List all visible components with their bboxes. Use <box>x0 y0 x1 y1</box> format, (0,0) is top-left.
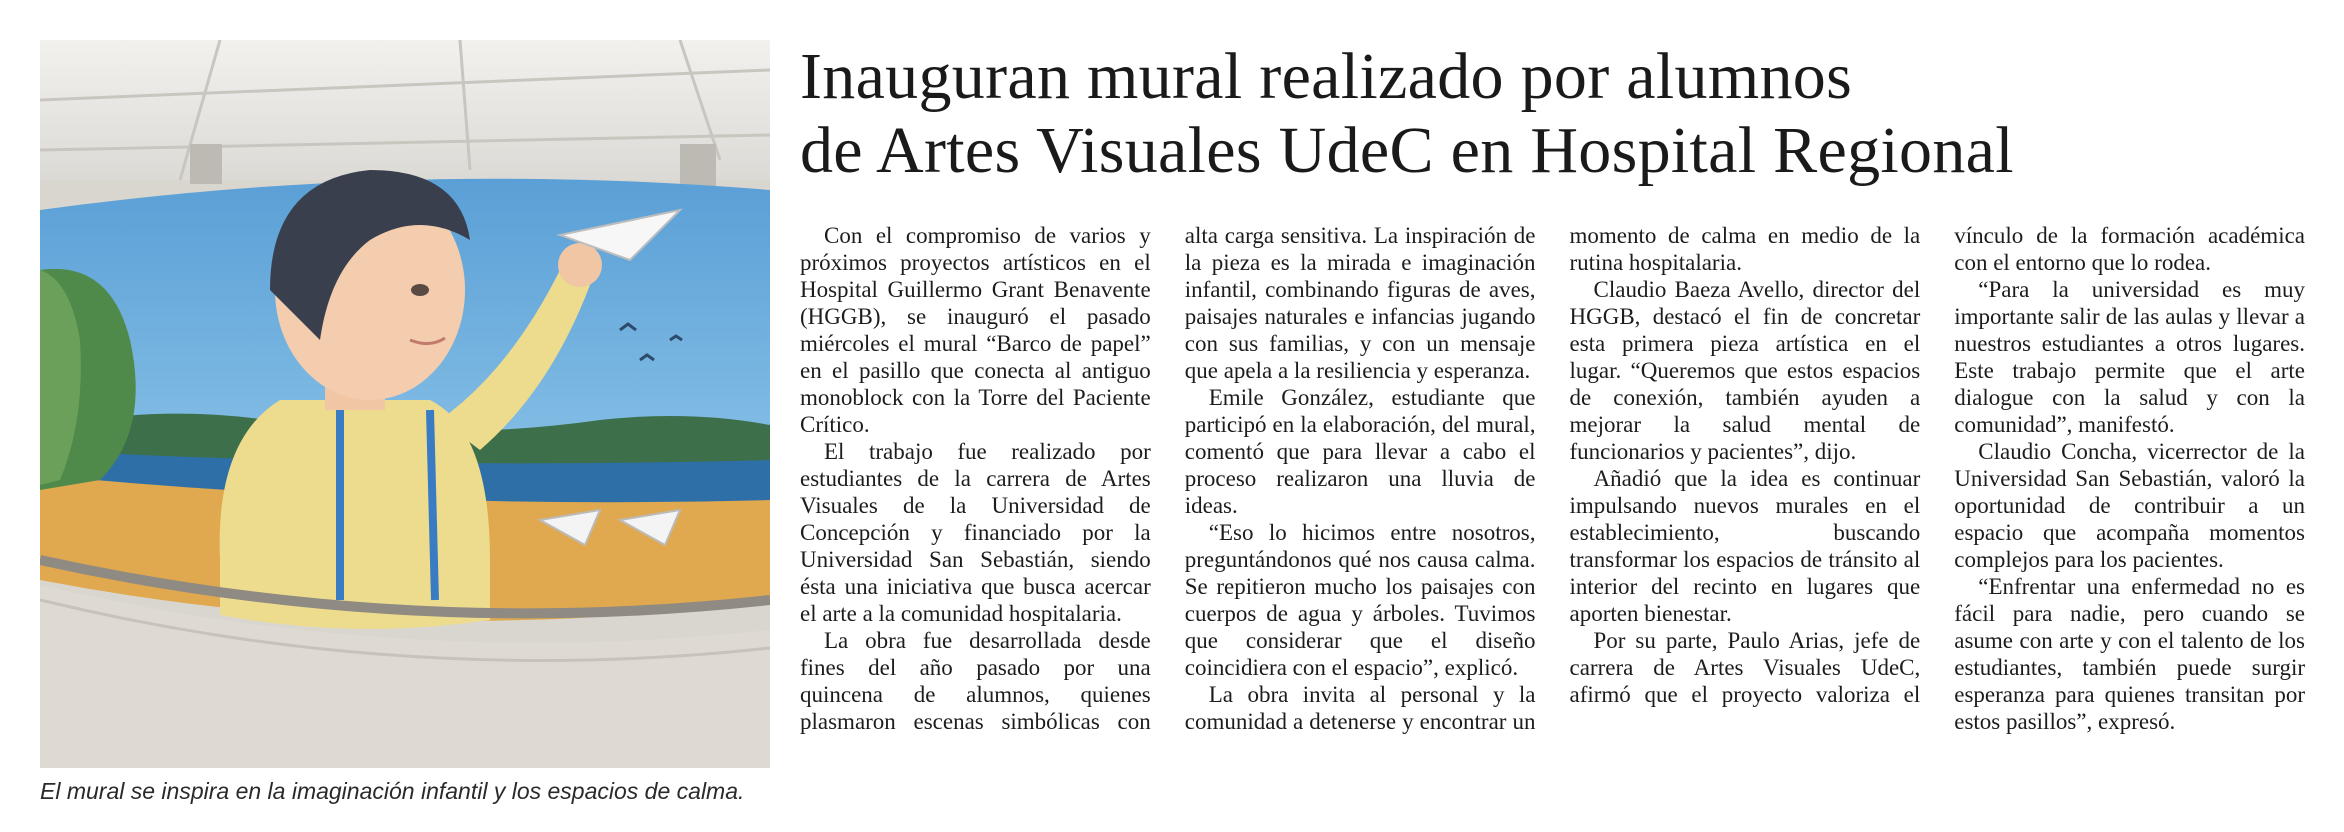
mural-photo <box>40 40 770 768</box>
article-paragraph: “Para la universidad es muy importante salir de las aulas y llevar a nuestros estudiantes a otros lugares. Este trabajo permite que el arte dialogue con la salud y con la comunidad”, manifestó. <box>1954 277 2305 437</box>
article-paragraph: Claudio Baeza Avello, director del HGGB, destacó el fin de concretar esta primera pieza artística en el lugar. “Queremos que estos espacios de conexión, también ayuden a mejorar la salud mental de funcionarios y pacientes”, dijo. <box>1569 277 1921 464</box>
headline-line-1: Inauguran mural realizado por alumnos <box>800 40 1853 113</box>
article-headline <box>800 40 2300 188</box>
article-paragraph: Emile González, estudiante que participó en la elaboración, del mural, comentó que para llevar a cabo el proceso realizaron una lluvia de ideas. <box>1184 385 1536 518</box>
article-paragraph: “Eso lo hicimos entre nosotros, preguntándonos qué nos causa calma. Se repitieron mucho los paisajes con cuerpos de agua y árboles. Tuvimos que considerar que el diseño coincidiera con el espacio”, explicó. <box>1184 520 1536 680</box>
headline-line-2: de Artes Visuales UdeC en Hospital Regional <box>800 114 2014 187</box>
article-paragraph: Claudio Concha, vicerrector de la Universidad San Sebastián, valoró la oportunidad de contribuir a un espacio que acompaña momentos complejos para los pacientes. <box>1954 439 2305 572</box>
photo-caption: El mural se inspira en la imaginación infantil y los espacios de calma. <box>40 778 745 804</box>
article-paragraph: Añadió que la idea es continuar impulsando nuevos murales en el establecimiento, buscando transformar los espacios de tránsito al interior del recinto en lugares que aporten bienestar. <box>1569 466 1921 626</box>
article-paragraph: El trabajo fue realizado por estudiantes de la carrera de Artes Visuales de la Universidad de Concepción y financiado por la Universidad San Sebastián, siendo ésta una iniciativa que busca acercar el arte a la comunidad hospitalaria. <box>800 439 1151 626</box>
mural-illustration <box>40 40 770 768</box>
article-body <box>800 222 2305 822</box>
article-paragraph: La obra invita al personal y la comunidad a detenerse y encontrar un momento de calma en medio de la rutina hospitalaria. <box>1184 223 1921 734</box>
article-paragraph: La obra fue desarrollada desde fines del año pasado por una quincena de alumnos, quienes plasmaron escenas simbólicas con alta carga sensitiva. La inspiración de la pieza es la mirada e imaginación infantil, combinando figuras de aves, paisajes naturales e infancias jugando con sus familias, y con un mensaje que apela a la resiliencia y esperanza. <box>800 223 1536 734</box>
article-paragraph: “Enfrentar una enfermedad no es fácil para nadie, pero cuando se asume con arte y con el talento de los estudiantes, también puede surgir esperanza para quienes transitan por estos pasillos”, expresó. <box>1954 574 2305 734</box>
article-paragraph: Por su parte, Paulo Arias, jefe de carrera de Artes Visuales UdeC, afirmó que el proyecto valoriza el vínculo de la formación académica con el entorno que lo rodea. <box>1569 223 2305 707</box>
article-paragraph: Con el compromiso de varios y próximos proyectos artísticos en el Hospital Guillermo Grant Benavente (HGGB), se inauguró el pasado miércoles el mural “Barco de papel” en el pasillo que conecta al antiguo monoblock con la Torre del Paciente Crítico. <box>800 223 1151 437</box>
